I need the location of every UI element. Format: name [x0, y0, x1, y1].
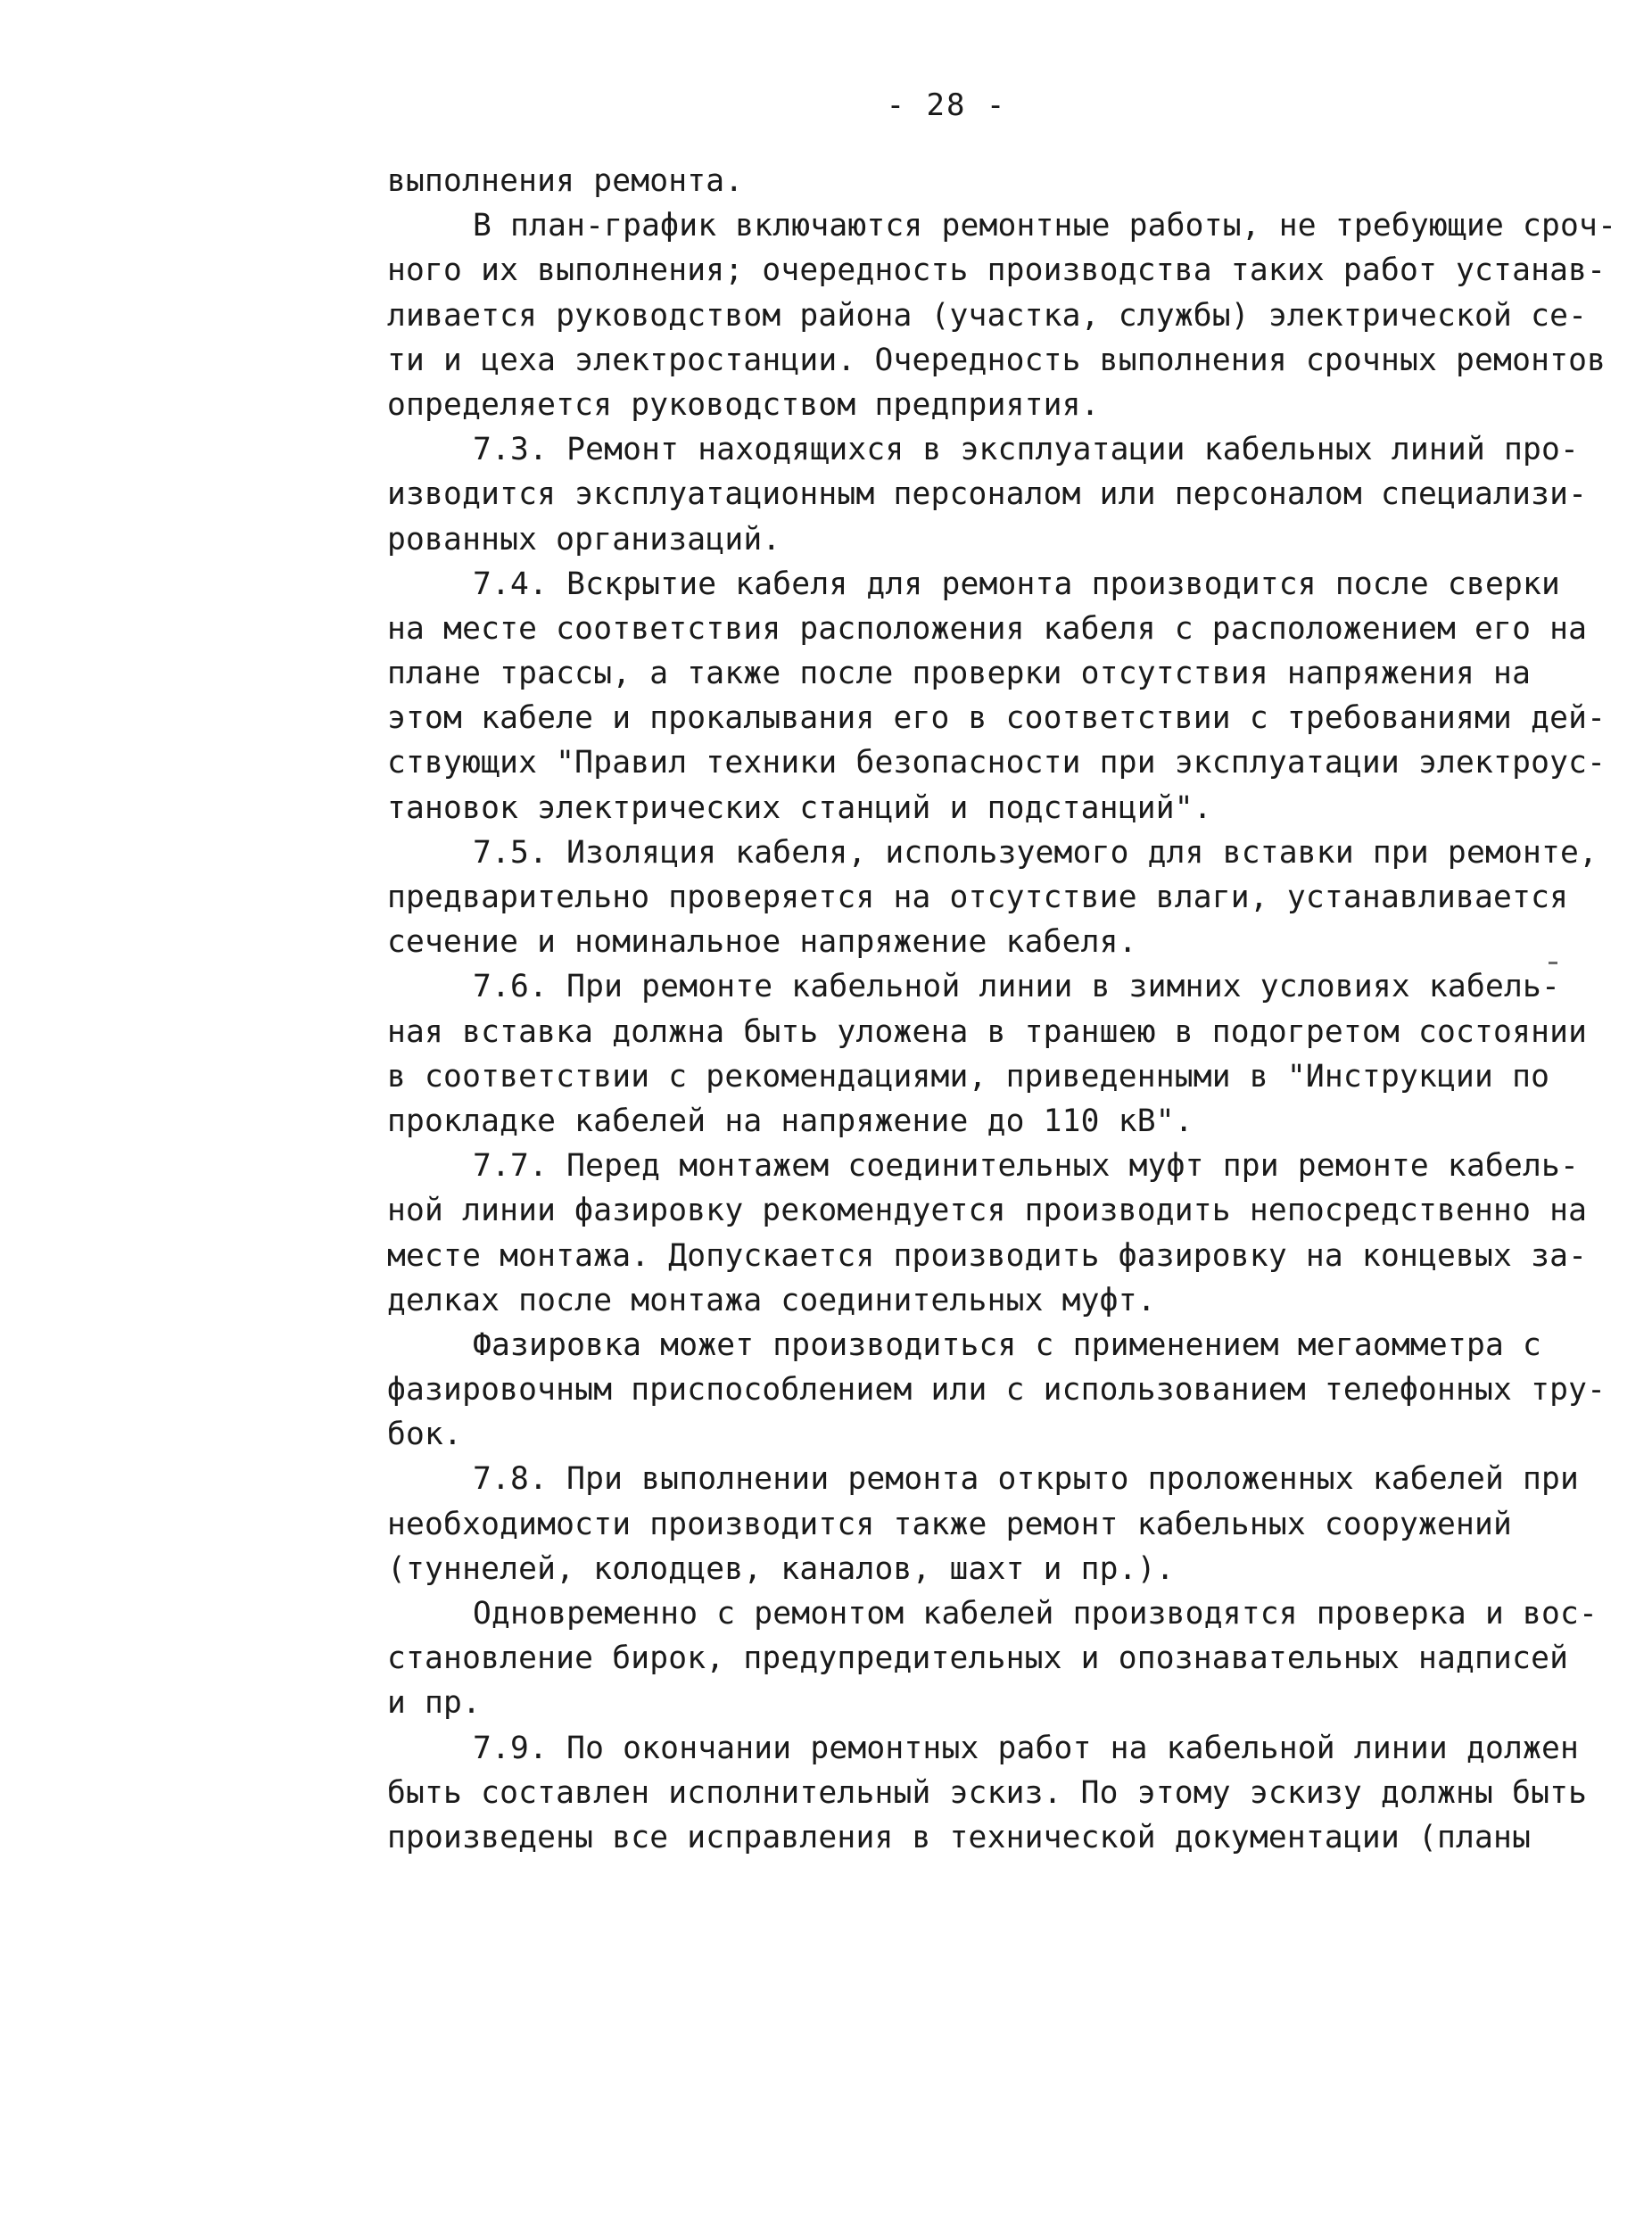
text-line: выполнения ремонта. [387, 163, 744, 199]
text-line: (туннелей, колодцев, каналов, шахт и пр.). [387, 1550, 1175, 1587]
text-line: Одновременно с ремонтом кабелей производятся проверка и вос- [473, 1596, 1598, 1632]
text-line: 7.5. Изоляция кабеля, используемого для вставки при ремонте, [473, 834, 1598, 871]
text-line: прокладке кабелей на напряжение до 110 кВ". [387, 1103, 1194, 1139]
text-line: в соответствии с рекомендациями, приведенными в "Инструкции по [387, 1058, 1550, 1095]
text-line: ти и цеха электростанции. Очередность выполнения срочных ремонтов [387, 342, 1607, 378]
text-line: произведены все исправления в технической документации (планы [387, 1819, 1532, 1855]
text-line: на месте соответствия расположения кабеля с расположением его на [387, 610, 1588, 647]
body-text [387, 159, 1617, 1860]
text-line: изводится эксплуатационным персоналом или персоналом специализи- [387, 476, 1588, 513]
text-line: Фазировка может производиться с применением мегаомметра с [473, 1326, 1542, 1363]
text-line: быть составлен исполнительный эскиз. По этому эскизу должны быть [387, 1774, 1588, 1811]
text-line: становление бирок, предупредительных и опознавательных надписей [387, 1640, 1569, 1677]
text-line: ная вставка должна быть уложена в траншею в подогретом состоянии [387, 1013, 1588, 1050]
page-number: - 28 - [886, 87, 1007, 123]
text-line: ствующих "Правил техники безопасности при эксплуатации электроус- [387, 745, 1607, 781]
text-line: 7.6. При ремонте кабельной линии в зимних условиях кабель- [473, 969, 1561, 1005]
text-line: фазировочным приспособлением или с использованием телефонных тру- [387, 1372, 1607, 1409]
text-line: ливается руководством района (участка, службы) электрической се- [387, 297, 1588, 334]
text-line: предварительно проверяется на отсутствие влаги, устанавливается [387, 880, 1569, 915]
text-line: сечение и номинальное напряжение кабеля. [387, 924, 1137, 961]
text-line: необходимости производится также ремонт кабельных сооружений [387, 1506, 1513, 1542]
text-line: этом кабеле и прокалывания его в соответствии с требованиями дей- [387, 700, 1607, 737]
text-line: тановок электрических станций и подстанций". [387, 789, 1212, 826]
margin-mark [1549, 962, 1557, 964]
text-line: 7.9. По окончании ремонтных работ на кабельной линии должен [473, 1730, 1580, 1766]
text-line: рованных организаций. [387, 521, 781, 558]
text-line: ного их выполнения; очередность производства таких работ устанав- [387, 252, 1607, 289]
text-line: ной линии фазировку рекомендуется производить непосредственно на [387, 1193, 1588, 1229]
text-line: 7.4. Вскрытие кабеля для ремонта производится после сверки [473, 566, 1561, 602]
text-line: и пр. [387, 1685, 482, 1722]
text-line: 7.7. Перед монтажем соединительных муфт при ремонте кабель- [473, 1148, 1580, 1185]
text-line: бок. [387, 1417, 463, 1453]
text-line: В план-график включаются ремонтные работы, не требующие сроч- [473, 208, 1617, 244]
text-line: 7.3. Ремонт находящихся в эксплуатации кабельных линий про- [473, 432, 1580, 468]
text-line: месте монтажа. Допускается производить фазировку на концевых за- [387, 1237, 1588, 1274]
text-line: делках после монтажа соединительных муфт. [387, 1282, 1156, 1318]
text-line: плане трассы, а также после проверки отсутствия напряжения на [387, 656, 1532, 692]
text-line: 7.8. При выполнении ремонта открыто проложенных кабелей при [473, 1461, 1580, 1498]
text-line: определяется руководством предприятия. [387, 386, 1100, 423]
